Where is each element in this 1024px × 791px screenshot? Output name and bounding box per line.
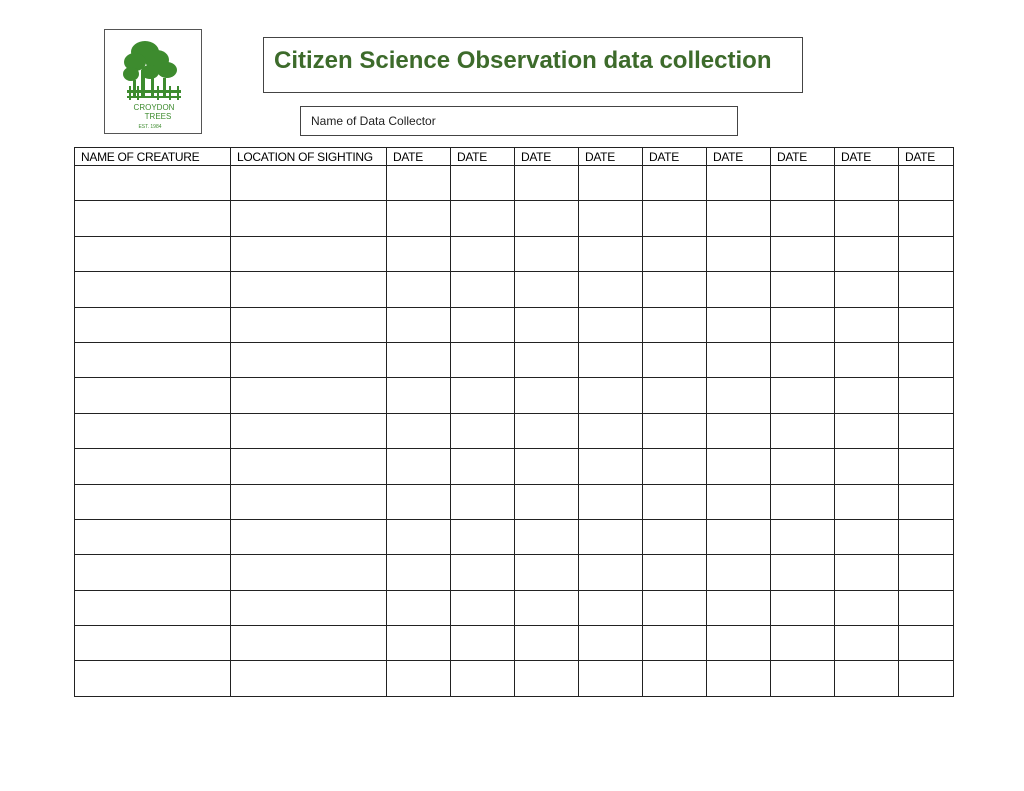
table-cell[interactable]	[707, 342, 771, 377]
column-header-date: DATE	[707, 148, 771, 166]
table-cell[interactable]	[643, 378, 707, 413]
table-cell[interactable]	[231, 272, 387, 307]
table-cell[interactable]	[515, 201, 579, 236]
column-header-date: DATE	[579, 148, 643, 166]
table-cell[interactable]	[515, 342, 579, 377]
table-cell[interactable]	[515, 661, 579, 696]
table-row	[75, 413, 954, 448]
table-cell[interactable]	[75, 378, 231, 413]
table-cell[interactable]	[231, 449, 387, 484]
table-cell[interactable]	[515, 272, 579, 307]
table-cell[interactable]	[515, 555, 579, 590]
table-cell[interactable]	[231, 661, 387, 696]
table-cell[interactable]	[451, 449, 515, 484]
table-cell[interactable]	[835, 484, 899, 519]
table-cell[interactable]	[75, 449, 231, 484]
table-cell[interactable]	[771, 342, 835, 377]
table-cell[interactable]	[231, 519, 387, 554]
table-cell[interactable]	[387, 661, 451, 696]
table-cell[interactable]	[515, 484, 579, 519]
table-cell[interactable]	[643, 166, 707, 201]
table-cell[interactable]	[579, 166, 643, 201]
table-cell[interactable]	[707, 236, 771, 271]
table-cell[interactable]	[771, 484, 835, 519]
table-cell[interactable]	[231, 626, 387, 661]
table-cell[interactable]	[387, 413, 451, 448]
table-cell[interactable]	[771, 413, 835, 448]
table-cell[interactable]	[899, 307, 954, 342]
table-row	[75, 201, 954, 236]
table-cell[interactable]	[579, 519, 643, 554]
table-cell[interactable]	[643, 661, 707, 696]
table-cell[interactable]	[899, 342, 954, 377]
table-cell[interactable]	[899, 201, 954, 236]
table-cell[interactable]	[899, 555, 954, 590]
table-cell[interactable]	[451, 590, 515, 625]
table-cell[interactable]	[579, 484, 643, 519]
logo	[104, 29, 202, 134]
table-cell[interactable]	[643, 272, 707, 307]
table-cell[interactable]	[387, 626, 451, 661]
column-header-date: DATE	[387, 148, 451, 166]
table-cell[interactable]	[835, 413, 899, 448]
table-cell[interactable]	[899, 626, 954, 661]
table-cell[interactable]	[75, 590, 231, 625]
table-cell[interactable]	[771, 166, 835, 201]
table-cell[interactable]	[707, 626, 771, 661]
table-cell[interactable]	[707, 519, 771, 554]
table-cell[interactable]	[515, 590, 579, 625]
table-cell[interactable]	[515, 626, 579, 661]
table-cell[interactable]	[771, 590, 835, 625]
table-cell[interactable]	[451, 378, 515, 413]
table-row	[75, 307, 954, 342]
table-cell[interactable]	[579, 413, 643, 448]
table-cell[interactable]	[451, 272, 515, 307]
table-cell[interactable]	[899, 449, 954, 484]
table-cell[interactable]	[231, 201, 387, 236]
table-cell[interactable]	[75, 555, 231, 590]
table-cell[interactable]	[387, 555, 451, 590]
logo-est: EST. 1984	[138, 124, 162, 130]
table-cell[interactable]	[579, 272, 643, 307]
column-header-date: DATE	[835, 148, 899, 166]
table-row	[75, 166, 954, 201]
table-cell[interactable]	[771, 307, 835, 342]
table-cell[interactable]	[643, 342, 707, 377]
column-header-date: DATE	[899, 148, 954, 166]
table-cell[interactable]	[387, 307, 451, 342]
table-cell[interactable]	[515, 307, 579, 342]
table-cell[interactable]	[707, 166, 771, 201]
table-cell[interactable]	[771, 272, 835, 307]
table-cell[interactable]	[387, 519, 451, 554]
table-cell[interactable]	[643, 236, 707, 271]
table-cell[interactable]	[707, 555, 771, 590]
table-cell[interactable]	[899, 236, 954, 271]
data-collector-label: Name of Data Collector	[311, 114, 436, 128]
table-cell[interactable]	[451, 484, 515, 519]
table-cell[interactable]	[899, 519, 954, 554]
table-header-row	[75, 148, 954, 166]
table-row	[75, 449, 954, 484]
table-cell[interactable]	[835, 201, 899, 236]
table-cell[interactable]	[451, 626, 515, 661]
logo-text-line1: CROYDON	[133, 103, 175, 112]
tree-logo-icon	[105, 30, 203, 135]
table-cell[interactable]	[75, 661, 231, 696]
column-header-date: DATE	[451, 148, 515, 166]
table-cell[interactable]	[515, 166, 579, 201]
table-cell[interactable]	[771, 378, 835, 413]
table-body	[75, 166, 954, 697]
table-cell[interactable]	[451, 201, 515, 236]
table-cell[interactable]	[899, 413, 954, 448]
table-cell[interactable]	[643, 519, 707, 554]
table-cell[interactable]	[75, 272, 231, 307]
data-collector-field[interactable]	[300, 106, 738, 136]
table-row	[75, 342, 954, 377]
table-cell[interactable]	[75, 342, 231, 377]
table-cell[interactable]	[707, 201, 771, 236]
table-cell[interactable]	[515, 236, 579, 271]
table-cell[interactable]	[387, 201, 451, 236]
table-cell[interactable]	[835, 272, 899, 307]
table-cell[interactable]	[75, 236, 231, 271]
table-cell[interactable]	[75, 519, 231, 554]
table-cell[interactable]	[771, 201, 835, 236]
table-cell[interactable]	[899, 166, 954, 201]
table-cell[interactable]	[899, 272, 954, 307]
table-cell[interactable]	[835, 342, 899, 377]
table-cell[interactable]	[835, 555, 899, 590]
table-cell[interactable]	[387, 166, 451, 201]
table-cell[interactable]	[899, 661, 954, 696]
table-cell[interactable]	[387, 236, 451, 271]
table-cell[interactable]	[643, 413, 707, 448]
table-cell[interactable]	[579, 378, 643, 413]
table-cell[interactable]	[231, 555, 387, 590]
table-row	[75, 590, 954, 625]
table-cell[interactable]	[75, 307, 231, 342]
table-cell[interactable]	[579, 661, 643, 696]
table-cell[interactable]	[451, 519, 515, 554]
table-cell[interactable]	[451, 342, 515, 377]
table-cell[interactable]	[451, 555, 515, 590]
table-cell[interactable]	[231, 413, 387, 448]
table-cell[interactable]	[451, 166, 515, 201]
table-row	[75, 626, 954, 661]
table-cell[interactable]	[707, 484, 771, 519]
table-cell[interactable]	[451, 236, 515, 271]
table-cell[interactable]	[707, 307, 771, 342]
table-cell[interactable]	[643, 555, 707, 590]
table-cell[interactable]	[579, 236, 643, 271]
table-row	[75, 236, 954, 271]
table-cell[interactable]	[579, 626, 643, 661]
table-cell[interactable]	[387, 342, 451, 377]
table-cell[interactable]	[643, 590, 707, 625]
table-cell[interactable]	[835, 166, 899, 201]
table-cell[interactable]	[387, 449, 451, 484]
table-cell[interactable]	[835, 626, 899, 661]
table-cell[interactable]	[579, 449, 643, 484]
table-cell[interactable]	[579, 201, 643, 236]
table-cell[interactable]	[231, 378, 387, 413]
table-row	[75, 555, 954, 590]
table-cell[interactable]	[835, 590, 899, 625]
table-cell[interactable]	[835, 307, 899, 342]
table-cell[interactable]	[387, 590, 451, 625]
table-cell[interactable]	[515, 519, 579, 554]
table-cell[interactable]	[387, 378, 451, 413]
table-cell[interactable]	[515, 413, 579, 448]
table-cell[interactable]	[771, 626, 835, 661]
table-cell[interactable]	[643, 201, 707, 236]
table-cell[interactable]	[75, 484, 231, 519]
table-cell[interactable]	[451, 307, 515, 342]
table-cell[interactable]	[231, 166, 387, 201]
table-row	[75, 661, 954, 696]
column-header-location-of-sighting: LOCATION OF SIGHTING	[231, 148, 387, 166]
title-box	[263, 37, 803, 93]
column-header-date: DATE	[771, 148, 835, 166]
table-cell[interactable]	[771, 519, 835, 554]
table-cell[interactable]	[231, 236, 387, 271]
table-row	[75, 378, 954, 413]
table-cell[interactable]	[707, 661, 771, 696]
table-cell[interactable]	[835, 661, 899, 696]
table-cell[interactable]	[643, 626, 707, 661]
table-cell[interactable]	[579, 590, 643, 625]
table-cell[interactable]	[643, 449, 707, 484]
table-cell[interactable]	[835, 378, 899, 413]
table-cell[interactable]	[771, 449, 835, 484]
table-cell[interactable]	[835, 449, 899, 484]
table-cell[interactable]	[771, 555, 835, 590]
table-cell[interactable]	[231, 342, 387, 377]
table-cell[interactable]	[75, 166, 231, 201]
table-cell[interactable]	[451, 661, 515, 696]
table-cell[interactable]	[771, 661, 835, 696]
table-row	[75, 272, 954, 307]
column-header-date: DATE	[643, 148, 707, 166]
table-cell[interactable]	[707, 413, 771, 448]
table-cell[interactable]	[835, 236, 899, 271]
table-cell[interactable]	[899, 378, 954, 413]
table-cell[interactable]	[387, 272, 451, 307]
table-cell[interactable]	[75, 413, 231, 448]
table-cell[interactable]	[707, 449, 771, 484]
table-cell[interactable]	[707, 272, 771, 307]
table-cell[interactable]	[643, 307, 707, 342]
table-cell[interactable]	[899, 590, 954, 625]
table-row	[75, 484, 954, 519]
table-cell[interactable]	[579, 555, 643, 590]
table-cell[interactable]	[231, 307, 387, 342]
table-cell[interactable]	[899, 484, 954, 519]
table-cell[interactable]	[75, 626, 231, 661]
table-row	[75, 519, 954, 554]
table-cell[interactable]	[643, 484, 707, 519]
observation-table	[74, 147, 954, 697]
table-cell[interactable]	[231, 590, 387, 625]
table-cell[interactable]	[515, 449, 579, 484]
table-cell[interactable]	[835, 519, 899, 554]
table-cell[interactable]	[771, 236, 835, 271]
table-cell[interactable]	[707, 590, 771, 625]
table-cell[interactable]	[75, 201, 231, 236]
table-cell[interactable]	[515, 378, 579, 413]
table-cell[interactable]	[707, 378, 771, 413]
table-cell[interactable]	[451, 413, 515, 448]
page-title: Citizen Science Observation data collection	[274, 47, 772, 74]
table-cell[interactable]	[387, 484, 451, 519]
table-cell[interactable]	[579, 342, 643, 377]
column-header-name-of-creature: NAME OF CREATURE	[75, 148, 231, 166]
column-header-date: DATE	[515, 148, 579, 166]
logo-text-line2: TREES	[144, 112, 172, 121]
table-cell[interactable]	[231, 484, 387, 519]
table-cell[interactable]	[579, 307, 643, 342]
